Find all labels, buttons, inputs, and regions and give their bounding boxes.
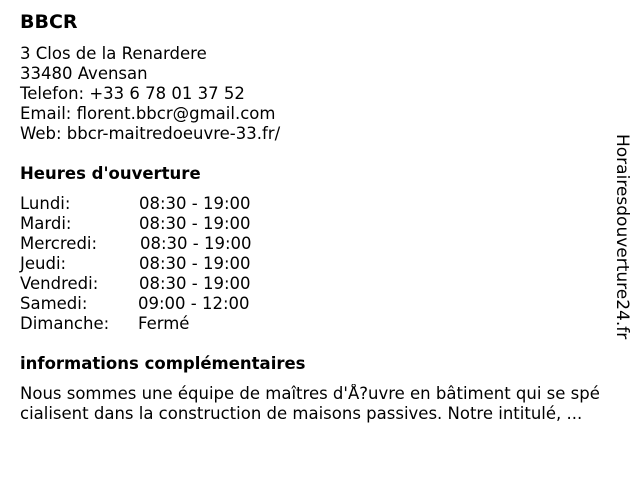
description-line: Nous sommes une équipe de maîtres d'Å?uvre en bâtiment qui se spé — [20, 384, 600, 403]
day-label: Mercredi: — [20, 234, 98, 253]
day-label: Mardi: — [20, 214, 72, 233]
day-label: Dimanche: — [20, 314, 110, 333]
email-address: Email: florent.bbcr@gmail.com — [20, 104, 276, 123]
time-range: 09:00 - 12:00 — [138, 294, 250, 313]
hours-row-monday — [20, 194, 280, 214]
address-city: 33480 Avensan — [20, 64, 148, 83]
time-range: 08:30 - 19:00 — [139, 274, 251, 293]
time-range: 08:30 - 19:00 — [139, 214, 251, 233]
business-description — [20, 384, 632, 424]
website: Web: bbcr-maitredoeuvre-33.fr/ — [20, 124, 281, 143]
hours-heading: Heures d'ouverture — [20, 164, 201, 183]
description-line: cialisent dans la construction de maisons passives. Notre intitulé, ... — [20, 404, 583, 423]
info-heading: informations complémentaires — [20, 354, 306, 373]
time-range: 08:30 - 19:00 — [139, 254, 251, 273]
hours-row-tuesday — [20, 214, 280, 234]
contact-block — [20, 44, 280, 144]
time-range: Fermé — [138, 314, 190, 333]
business-name: BBCR — [20, 11, 78, 33]
day-label: Vendredi: — [20, 274, 99, 293]
site-watermark: Horairesdouverture24.fr — [612, 134, 632, 340]
hours-row-wednesday — [20, 234, 280, 254]
hours-row-thursday — [20, 254, 280, 274]
day-label: Lundi: — [20, 194, 71, 213]
address-street: 3 Clos de la Renardere — [20, 44, 207, 63]
hours-row-saturday — [20, 294, 280, 314]
hours-row-sunday — [20, 314, 280, 334]
day-label: Jeudi: — [20, 254, 67, 273]
opening-hours-table — [20, 194, 280, 334]
phone-number: Telefon: +33 6 78 01 37 52 — [20, 84, 245, 103]
time-range: 08:30 - 19:00 — [140, 234, 252, 253]
time-range: 08:30 - 19:00 — [139, 194, 251, 213]
day-label: Samedi: — [20, 294, 88, 313]
hours-row-friday — [20, 274, 280, 294]
